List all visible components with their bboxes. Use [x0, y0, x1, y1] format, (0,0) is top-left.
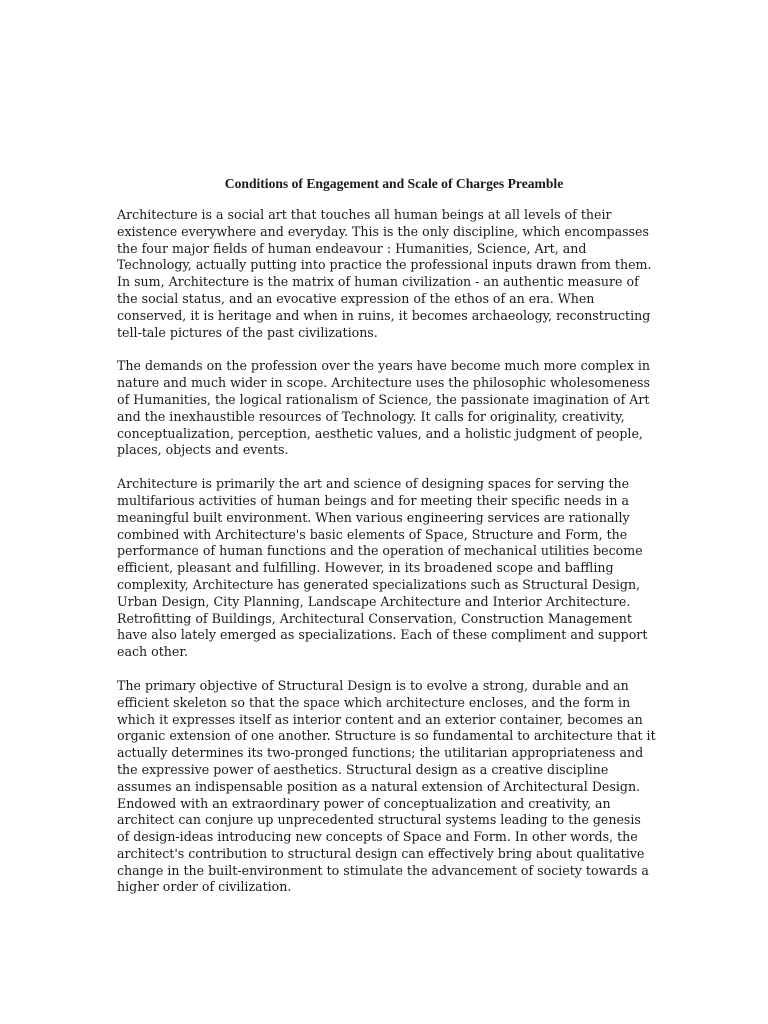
paragraph-2: The demands on the profession over the years have become much more complex in nature and much wider in scope. Architecture uses the philosophic wholesomeness of Humanities, the logical rationalism of Science, the passionate imagination of Art and the inexhaustible resources of Technology. It calls for originality, creativity, conceptualization, perception, aesthetic values, and a holistic judgment of people, places, objects and events.: [117, 358, 651, 458]
paragraph-1: Architecture is a social art that touches all human beings at all levels of their existence everywhere and everyday. This is the only discipline, which encompasses the four major fields of human endeavour : Humanities, Science, Art, and Technology, actually putting into practice the professional inputs drawn from them. In sum, Architecture is the matrix of human civilization - an authentic measure of the social status, and an evocative expression of the ethos of an era. When conserved, it is heritage and when in ruins, it becomes archaeology, reconstructing tell-tale pictures of the past civilizations.: [117, 207, 652, 340]
document-body: [117, 176, 657, 913]
paragraph-3: Architecture is primarily the art and science of designing spaces for serving the multifarious activities of human beings and for meeting their specific needs in a meaningful built environment. When various engineering services are rationally combined with Architecture's basic elements of Space, Structure and Form, the performance of human functions and the operation of mechanical utilities become efficient, pleasant and fulfilling. However, in its broadened scope and baffling complexity, Architecture has generated specializations such as Structural Design, Urban Design, City Planning, Landscape Architecture and Interior Architecture. Retrofitting of Buildings, Architectural Conservation, Construction Management have also lately emerged as specializations. Each of these compliment and support each other.: [117, 476, 648, 660]
paragraph-4: The primary objective of Structural Design is to evolve a strong, durable and an efficient skeleton so that the space which architecture encloses, and the form in which it expresses itself as interior content and an exterior container, becomes an organic extension of one another. Structure is so fundamental to architecture that it actually determines its two-pronged functions; the utilitarian appropriateness and the expressive power of aesthetics. Structural design as a creative discipline assumes an indispensable position as a natural extension of Architectural Design. Endowed with an extraordinary power of conceptualization and creativity, an architect can conjure up unprecedented structural systems leading to the genesis of design-ideas introducing new concepts of Space and Form. In other words, the architect's contribution to structural design can effectively bring about qualitative change in the built-environment to stimulate the advancement of society towards a higher order of civilization.: [117, 677, 656, 895]
document-title: Conditions of Engagement and Scale of Charges Preamble: [224, 176, 564, 191]
